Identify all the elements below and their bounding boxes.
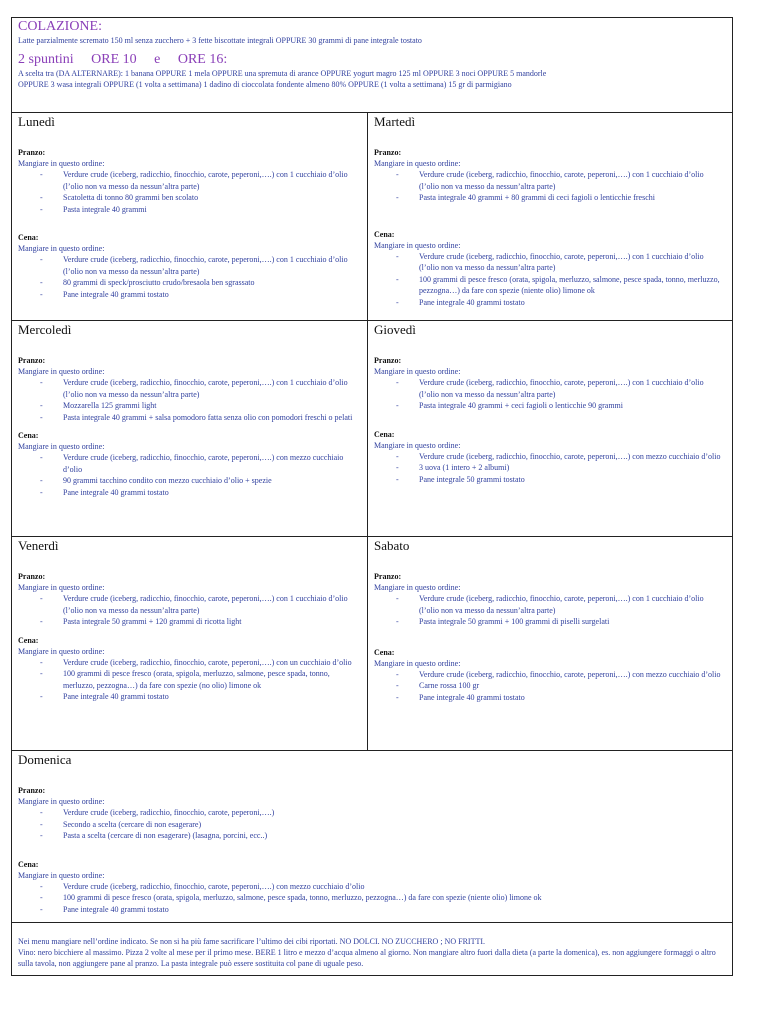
- cena-label: Cena:: [374, 229, 395, 239]
- day-cell-giovedi: [368, 321, 732, 537]
- list-item: - Verdure crude (iceberg, radicchio, finocchio, carote, peperoni,….) con 1 cucchiaio d’olio (l’olio non va messo da nessun’altra parte): [18, 254, 360, 277]
- order-label: Mangiare in questo ordine:: [18, 159, 105, 168]
- order-label: Mangiare in questo ordine:: [18, 646, 105, 656]
- pranzo-list: [18, 593, 360, 628]
- footer-notes: [12, 936, 732, 969]
- cena-label: Cena:: [18, 859, 39, 869]
- list-item: - Pane integrale 40 grammi tostato: [18, 904, 725, 916]
- cena-label: Cena:: [18, 431, 39, 440]
- order-label: Mangiare in questo ordine:: [18, 244, 105, 253]
- list-item: - 100 grammi di pesce fresco (orata, spigola, merluzzo, salmone, pesce spada, tonno, merluzzo, pezzogna…) da fare con spezie (niente olio) limone ok: [374, 274, 725, 297]
- pranzo-list: [18, 169, 360, 215]
- list-item: - Verdure crude (iceberg, radicchio, finocchio, carote, peperoni,….) con mezzo cucchiaio d’olio: [18, 452, 360, 475]
- order-label: Mangiare in questo ordine:: [374, 440, 461, 450]
- spuntini-ore16: ORE 16:: [177, 52, 228, 67]
- spuntini-label: 2 spuntini: [18, 52, 74, 67]
- cena-label: Cena:: [374, 429, 395, 439]
- order-label: Mangiare in questo ordine:: [18, 442, 105, 451]
- order-label: Mangiare in questo ordine:: [18, 367, 105, 376]
- cena-list: [374, 451, 725, 486]
- order-label: Mangiare in questo ordine:: [18, 797, 105, 806]
- day-cell-mercoledi: [12, 321, 368, 537]
- cena-list: [18, 452, 360, 498]
- pranzo-list: [18, 377, 360, 423]
- list-item: - Verdure crude (iceberg, radicchio, finocchio, carote, peperoni,….) con mezzo cucchiaio d’olio: [18, 881, 725, 893]
- cena-label: Cena:: [374, 647, 395, 657]
- order-label: Mangiare in questo ordine:: [374, 583, 461, 592]
- list-item: - Pasta integrale 40 grammi + ceci fagioli o lenticchie 90 grammi: [374, 400, 725, 412]
- day-cell-venerdi: [12, 537, 368, 751]
- order-label: Mangiare in questo ordine:: [374, 159, 461, 168]
- list-item: - 100 grammi di pesce fresco (orata, spigola, merluzzo, salmone, pesce spada, tonno, merluzzo, pezzogna…) da fare con spezie (no olio) limone ok: [18, 668, 360, 691]
- list-item: - Pane integrale 40 grammi tostato: [374, 692, 725, 704]
- pranzo-label: Pranzo:: [18, 356, 46, 365]
- list-item: - Verdure crude (iceberg, radicchio, finocchio, carote, peperoni,….) con 1 cucchiaio d’olio (l’olio non va messo da nessun’altra parte): [374, 593, 725, 616]
- spuntini-line-2: OPPURE 3 wasa integrali OPPURE (1 volta a settimana) 1 dadino di cioccolata fondente almeno 80% OPPURE (1 volta a settimana) 15 gr di parmigiano: [18, 80, 512, 89]
- list-item: - Verdure crude (iceberg, radicchio, finocchio, carote, peperoni,….) con un cucchiaio d’olio: [18, 657, 360, 669]
- pranzo-label: Pranzo:: [374, 356, 402, 365]
- list-item: - Pane integrale 40 grammi tostato: [18, 691, 360, 703]
- list-item: - Secondo a scelta (cercare di non esagerare): [18, 819, 725, 831]
- cena-list: [18, 657, 360, 703]
- colazione-title: COLAZIONE:: [18, 19, 102, 34]
- list-item: - Pane integrale 40 grammi tostato: [374, 297, 725, 309]
- colazione-text: Latte parzialmente scremato 150 ml senza zucchero + 3 fette biscottate integrali OPPURE 30 grammi di pane integrale tostato: [18, 36, 422, 45]
- list-item: - Pasta integrale 40 grammi + 80 grammi di ceci fagioli o lenticchie freschi: [374, 192, 725, 204]
- pranzo-label: Pranzo:: [18, 148, 46, 157]
- list-item: - Verdure crude (iceberg, radicchio, finocchio, carote, peperoni,….) con 1 cucchiaio d’olio (l’olio non va messo da nessun’altra parte): [18, 593, 360, 616]
- order-label: Mangiare in questo ordine:: [374, 240, 461, 250]
- list-item: - Pane integrale 40 grammi tostato: [18, 487, 360, 499]
- pranzo-list: [374, 377, 725, 412]
- list-item: - Pasta integrale 50 grammi + 120 grammi di ricotta light: [18, 616, 360, 628]
- list-item: - Pasta integrale 50 grammi + 100 grammi di piselli surgelati: [374, 616, 725, 628]
- list-item: - Verdure crude (iceberg, radicchio, finocchio, carote, peperoni,….) con 1 cucchiaio d’olio (l’olio non va messo da nessun’altra parte): [374, 251, 725, 274]
- cena-list: [18, 881, 725, 916]
- list-item: - Mozzarella 125 grammi light: [18, 400, 360, 412]
- day-title: Sabato: [374, 538, 410, 553]
- list-item: - Verdure crude (iceberg, radicchio, finocchio, carote, peperoni,….): [18, 807, 725, 819]
- pranzo-list: [374, 593, 725, 628]
- cena-list: [18, 254, 360, 300]
- list-item: - 90 grammi tacchino condito con mezzo cucchiaio d’olio + spezie: [18, 475, 360, 487]
- day-cell-sabato: [368, 537, 732, 751]
- list-item: - Scatoletta di tonno 80 grammi ben scolato: [18, 192, 360, 204]
- list-item: - 80 grammi di speck/prosciutto crudo/bresaola ben sgrassato: [18, 277, 360, 289]
- footer-line-1: Nei menu mangiare nell’ordine indicato. Se non si ha più fame sacrificare l’ultimo dei cibi riportati. NO DOLCI. NO ZUCCHERO ; NO FRITTI.: [18, 937, 485, 946]
- list-item: - Pasta integrale 40 grammi: [18, 204, 360, 216]
- list-item: - 100 grammi di pesce fresco (orata, spigola, merluzzo, salmone, pesce spada, tonno, merluzzo, pezzogna…) da fare con spezie (niente olio) limone ok: [18, 892, 725, 904]
- list-item: - Pasta a scelta (cercare di non esagerare) (lasagna, porcini, ecc..): [18, 830, 725, 842]
- day-title: Giovedì: [374, 322, 416, 337]
- list-item: - Verdure crude (iceberg, radicchio, finocchio, carote, peperoni,….) con 1 cucchiaio d’olio (l’olio non va messo da nessun’altra parte): [18, 169, 360, 192]
- pranzo-label: Pranzo:: [374, 148, 402, 157]
- day-title: Lunedì: [18, 114, 55, 129]
- day-cell-domenica: [12, 751, 732, 923]
- cena-label: Cena:: [18, 233, 39, 242]
- day-cell-martedi: [368, 113, 732, 321]
- spuntini-and: e: [154, 52, 161, 67]
- diet-plan-page: [11, 17, 733, 976]
- pranzo-list: [18, 807, 725, 842]
- list-item: - Verdure crude (iceberg, radicchio, finocchio, carote, peperoni,….) con 1 cucchiaio d’olio (l’olio non va messo da nessun’altra parte): [18, 377, 360, 400]
- list-item: - Pane integrale 50 grammi tostato: [374, 474, 725, 486]
- pranzo-label: Pranzo:: [374, 572, 402, 581]
- pranzo-label: Pranzo:: [18, 572, 46, 581]
- cena-list: [374, 251, 725, 309]
- list-item: - Verdure crude (iceberg, radicchio, finocchio, carote, peperoni,….) con mezzo cucchiaio d’olio: [374, 451, 725, 463]
- list-item: - Pane integrale 40 grammi tostato: [18, 289, 360, 301]
- order-label: Mangiare in questo ordine:: [18, 583, 105, 592]
- order-label: Mangiare in questo ordine:: [374, 658, 461, 668]
- day-title: Martedì: [374, 114, 416, 129]
- spuntini-line-1: A scelta tra (DA ALTERNARE): 1 banana OPPURE 1 mela OPPURE una spremuta di arance OPPURE yogurt magro 125 ml OPPURE 3 noci OPPURE 5 mandorle: [18, 69, 547, 78]
- pranzo-list: [374, 169, 725, 204]
- day-title: Domenica: [18, 752, 72, 767]
- list-item: - Pasta integrale 40 grammi + salsa pomodoro fatta senza olio con pomodori freschi o pelati: [18, 412, 360, 424]
- spuntini-title: [18, 52, 726, 68]
- day-cell-lunedi: [12, 113, 368, 321]
- spuntini-ore10: ORE 10: [91, 52, 137, 67]
- pranzo-label: Pranzo:: [18, 786, 46, 795]
- day-title: Venerdì: [18, 538, 59, 553]
- colazione-section: [12, 18, 732, 113]
- list-item: - Verdure crude (iceberg, radicchio, finocchio, carote, peperoni,….) con 1 cucchiaio d’olio (l’olio non va messo da nessun’altra parte): [374, 169, 725, 192]
- cena-label: Cena:: [18, 635, 39, 645]
- list-item: - Verdure crude (iceberg, radicchio, finocchio, carote, peperoni,….) con 1 cucchiaio d’olio (l’olio non va messo da nessun’altra parte): [374, 377, 725, 400]
- footer-line-2: Vino: nero bicchiere al massimo. Pizza 2 volte al mese per il primo mese. BERE 1 litro e mezzo d’acqua almeno al giorno. Non mangiare altro fuori dalla dieta (a parte la domenica), es. non aggiungere formaggi o altro sulla tavola, non aggiungere pane al pranzo. La pasta integrale può essere sostituita col pane di uguale peso.: [18, 948, 716, 968]
- list-item: - Verdure crude (iceberg, radicchio, finocchio, carote, peperoni,….) con mezzo cucchiaio d’olio: [374, 669, 725, 681]
- order-label: Mangiare in questo ordine:: [18, 870, 105, 880]
- list-item: - Carne rossa 100 gr: [374, 680, 725, 692]
- order-label: Mangiare in questo ordine:: [374, 367, 461, 376]
- list-item: - 3 uova (1 intero + 2 albumi): [374, 462, 725, 474]
- cena-list: [374, 669, 725, 704]
- day-title: Mercoledì: [18, 322, 72, 337]
